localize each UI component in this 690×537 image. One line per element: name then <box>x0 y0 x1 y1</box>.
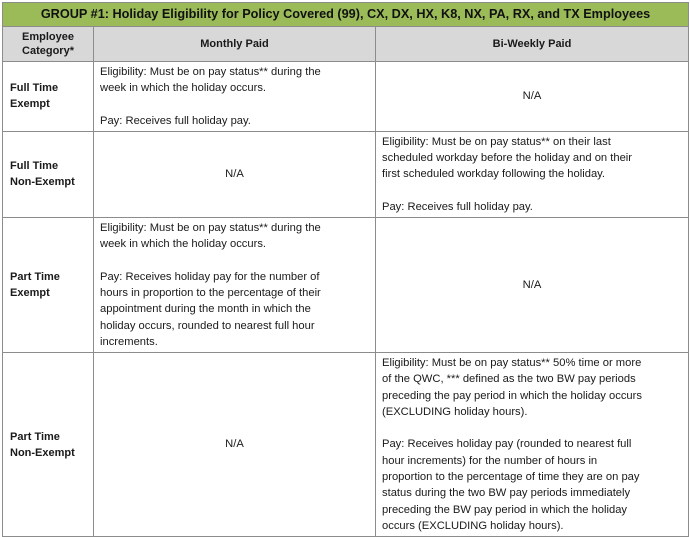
header-employee-category <box>3 27 94 62</box>
biweekly-cell: N/A <box>376 218 689 353</box>
paragraph-gap <box>100 97 369 113</box>
biweekly-cell <box>376 131 689 217</box>
table-row <box>3 62 689 132</box>
row-category-full-time-non-exempt <box>3 131 94 217</box>
category-label: Part Time Exempt <box>10 271 60 300</box>
eligibility-text: Eligibility: Must be on pay status** during the week in which the holiday occurs. <box>100 66 321 95</box>
document-page <box>0 2 690 532</box>
table-row <box>3 131 689 217</box>
eligibility-text: Eligibility: Must be on pay status** during the week in which the holiday occurs. <box>100 222 321 251</box>
table-title: GROUP #1: Holiday Eligibility for Policy Covered (99), CX, DX, HX, K8, NX, PA, RX, and TX Employees <box>3 3 689 27</box>
row-category-part-time-non-exempt <box>3 353 94 537</box>
pay-text: Pay: Receives holiday pay for the number of hours in proportion to the percentage of their appointment during the month in which the holiday occurs, rounded to nearest full hour increments. <box>100 270 321 348</box>
biweekly-cell: N/A <box>376 62 689 132</box>
paragraph-gap <box>100 253 369 269</box>
monthly-cell: N/A <box>94 131 376 217</box>
monthly-cell <box>94 218 376 353</box>
paragraph-gap <box>382 183 682 199</box>
title-row <box>3 3 689 27</box>
monthly-cell: N/A <box>94 353 376 537</box>
row-category-full-time-exempt <box>3 62 94 132</box>
table-row <box>3 353 689 537</box>
header-biweekly-paid: Bi-Weekly Paid <box>376 27 689 62</box>
holiday-eligibility-table <box>2 2 689 537</box>
paragraph-gap <box>382 420 682 436</box>
pay-text: Pay: Receives holiday pay (rounded to nearest full hour increments) for the number of hours in proportion to the percentage of time they are on pay status during the two BW pay periods immediately preceding the BW pay period in which the holiday occurs (EXCLUDING holiday hours). <box>382 438 640 532</box>
eligibility-text: Eligibility: Must be on pay status** 50% time or more of the QWC, *** defined as the two BW pay periods preceding the pay period in which the holiday occurs (EXCLUDING holiday hours). <box>382 357 642 419</box>
category-label: Part Time Non-Exempt <box>10 430 75 459</box>
pay-text: Pay: Receives full holiday pay. <box>100 114 251 127</box>
category-label: Full Time Non-Exempt <box>10 160 75 189</box>
category-label: Full Time Exempt <box>10 82 59 111</box>
pay-text: Pay: Receives full holiday pay. <box>382 200 533 213</box>
row-category-part-time-exempt <box>3 218 94 353</box>
header-row <box>3 27 689 62</box>
monthly-cell <box>94 62 376 132</box>
eligibility-text: Eligibility: Must be on pay status** on their last scheduled workday before the holiday and on their first scheduled workday following the holiday. <box>382 135 633 181</box>
table-row <box>3 218 689 353</box>
header-employee-category-label: Employee Category* <box>22 31 74 57</box>
header-monthly-paid: Monthly Paid <box>94 27 376 62</box>
biweekly-cell <box>376 353 689 537</box>
